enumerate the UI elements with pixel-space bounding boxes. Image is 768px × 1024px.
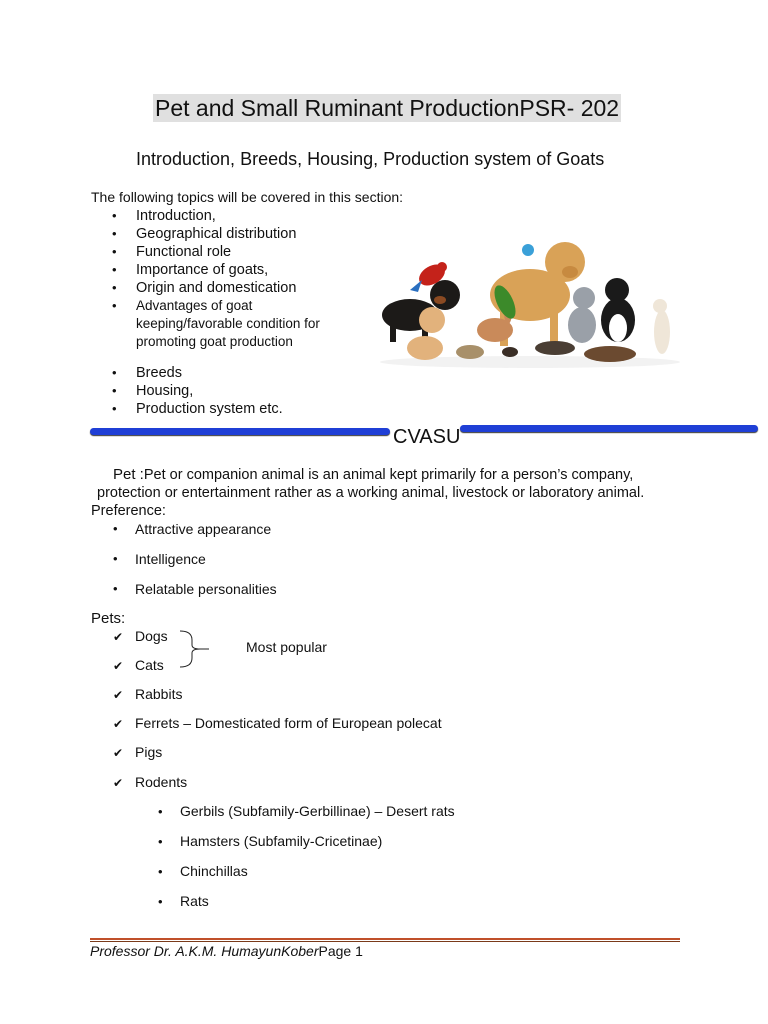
preferences-list [113,580,277,598]
grey-cat-icon [568,287,596,343]
list-item: • Functional role [112,243,320,261]
most-popular-label: Most popular [246,639,327,655]
snake-icon [584,346,636,362]
check-icon: ✔ [113,659,124,673]
list-item: • Housing, [112,382,320,400]
pets-collage-image [370,220,690,370]
check-list-item: ✔ Ferrets – Domesticated form of European polecat [113,715,442,731]
check-list-item: ✔ Cats [113,657,164,673]
pet-definition [97,466,644,502]
divider-label: CVASU [393,426,461,448]
pets-heading: Pets: [91,610,126,627]
pet-definition-line-2: protection or entertainment rather as a working animal, livestock or laboratory animal. [97,485,645,501]
list-item: • Advantages of goat [112,297,320,315]
topics-list [112,207,320,418]
list-item: • Introduction, [112,207,320,225]
check-icon: ✔ [113,746,124,760]
check-icon: ✔ [113,688,124,702]
section-divider-right [460,425,758,432]
list-item: • Breeds [112,364,320,382]
check-list-item: ✔ Rodents [113,774,188,790]
check-list-item: ✔ Rabbits [113,686,183,702]
check-list-item: ✔ Pigs [113,744,163,760]
preference-label: Preference: [91,503,166,519]
check-icon: ✔ [113,630,124,644]
page-number: Page 1 [318,943,363,959]
polecat-icon [535,341,575,355]
pet-definition-line-1: Pet or companion animal is an animal kept primarily for a person’s company, [143,467,634,483]
list-item: • Importance of goats, [112,261,320,279]
section-subtitle: Introduction, Breeds, Housing, Production system of Goats [136,149,605,169]
list-item: • Geographical distribution [112,225,320,243]
preferences-list [113,520,271,538]
list-item-continuation: keeping/favorable condition for [136,316,320,331]
ferret-icon [653,299,670,354]
list-item: • Relatable personalities [113,580,277,598]
rat-icon [502,347,518,357]
check-icon: ✔ [113,776,124,790]
list-item-continuation: promoting goat production [136,334,293,349]
list-item: • Hamsters (Subfamily-Cricetinae) [158,833,383,849]
hamster-icon [456,345,484,359]
pet-term: Pet : [113,466,144,483]
list-item: • Chinchillas [158,863,248,879]
intro-text: The following topics will be covered in this section: [91,189,404,205]
footer-rule [90,938,680,940]
list-item: • Rats [158,893,209,909]
list-item: • Attractive appearance [113,520,271,538]
section-divider-left [90,428,390,435]
list-item: • Gerbils (Subfamily-Gerbillinae) – Desert rats [158,803,455,819]
footer-author: Professor Dr. A.K.M. HumayunKober [90,943,319,959]
brace-icon [178,628,212,670]
list-item: • Intelligence [113,550,206,568]
list-item: • Production system etc. [112,400,320,418]
page-footer [90,942,363,960]
check-icon: ✔ [113,717,124,731]
page-title: Pet and Small Ruminant ProductionPSR- 202 [155,95,620,121]
preferences-list [113,550,206,568]
check-list-item: ✔ Dogs [113,628,168,644]
black-dog-icon [382,280,460,342]
budgie-icon [522,244,534,256]
list-item: • Origin and domestication [112,279,320,297]
cat-icon [601,278,635,342]
